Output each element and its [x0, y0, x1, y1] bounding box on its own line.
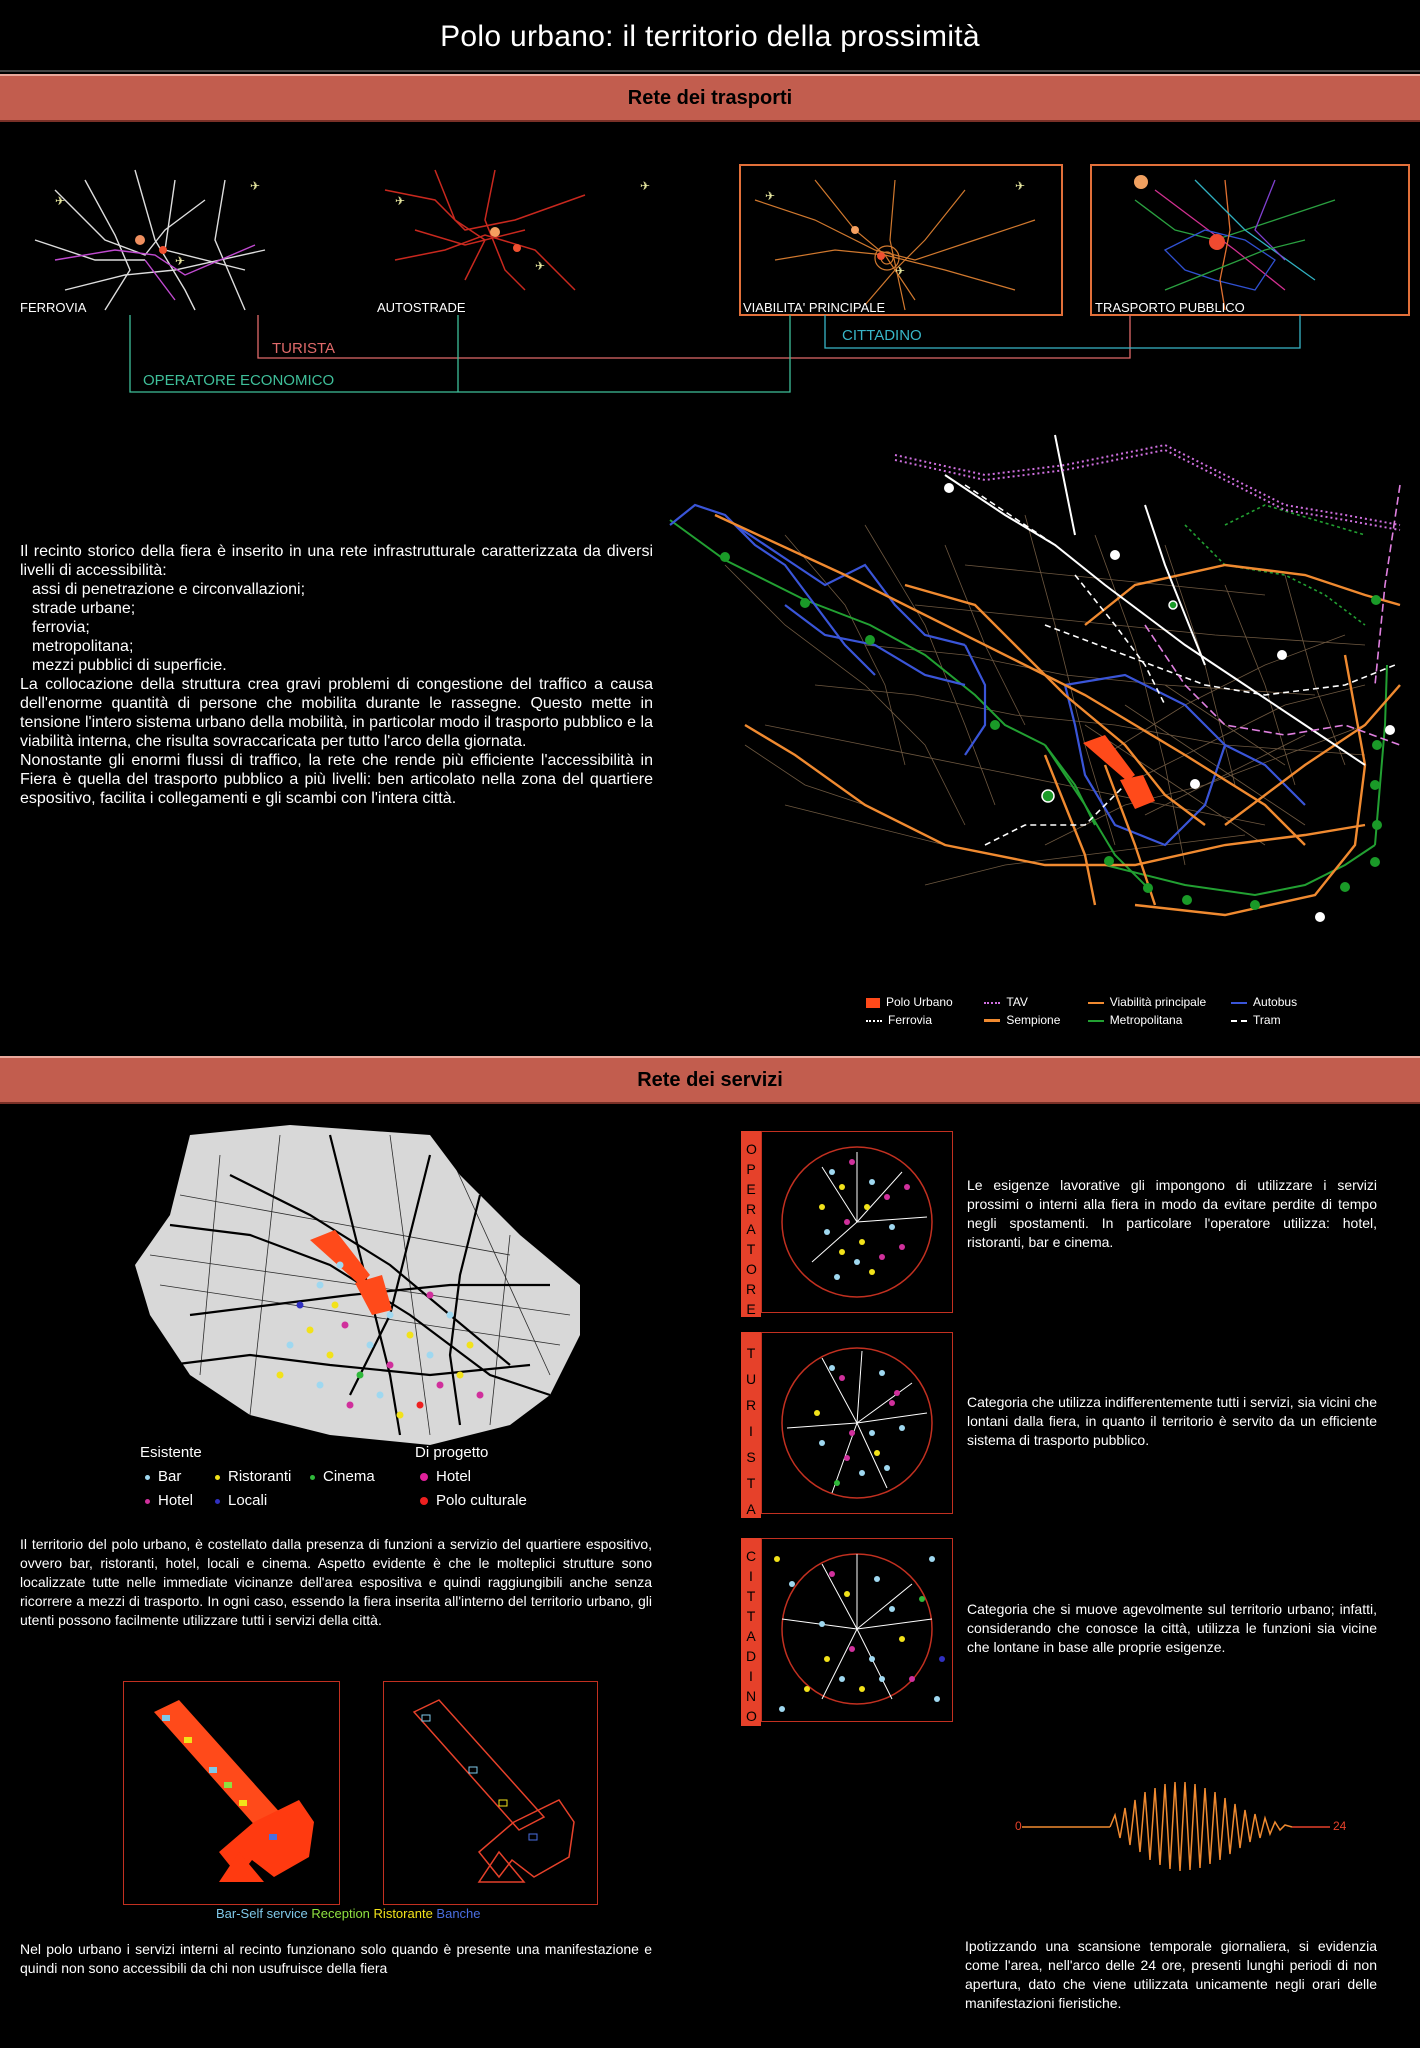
ferrovia-swatch	[866, 1020, 882, 1022]
viabilita-swatch	[1088, 1002, 1104, 1004]
category-label-cittadino: CITTADINO	[741, 1538, 761, 1726]
map-label-ferrovia: FERROVIA	[20, 300, 87, 315]
hotel-dot	[145, 1499, 150, 1504]
category-text-operatore: Le esigenze lavorative gli impongono di utilizzare i servizi prossimi o interni alla fiera in modo da evitare perdite di tempo negli spostamenti. In particolare l'operatore utilizza: hotel, ristoranti, bar e cinema.	[967, 1177, 1377, 1250]
autobus-swatch	[1231, 1002, 1247, 1004]
polo-urbano-swatch	[866, 998, 880, 1008]
category-chart-cittadino	[761, 1538, 953, 1722]
category-label-turista: TURISTA	[741, 1332, 761, 1518]
transport-section-header: Rete dei trasporti	[0, 74, 1420, 122]
fair-plan-existing	[124, 1682, 339, 1904]
ristoranti-dot	[215, 1475, 220, 1480]
project-hotel-dot	[420, 1473, 428, 1481]
legend-project-title: Di progetto	[415, 1444, 489, 1461]
services-map	[130, 1115, 600, 1455]
legend-label: Ristoranti	[228, 1468, 292, 1485]
cinema-dot	[310, 1475, 315, 1480]
desc-list-item: assi di penetrazione e circonvallazioni;	[32, 581, 306, 598]
legend-label: Cinema	[323, 1468, 375, 1485]
legend-label: Hotel	[436, 1468, 472, 1485]
sempione-swatch	[984, 1019, 1000, 1022]
category-label-operatore: OPERATORE	[741, 1131, 761, 1317]
timeline-start: 0	[1015, 1819, 1022, 1833]
desc-list-item: strade urbane;	[32, 600, 136, 617]
desc-list-item: mezzi pubblici di superficie.	[32, 657, 227, 674]
plan-closed-box	[383, 1681, 598, 1905]
svg-text:✈: ✈	[895, 264, 906, 278]
route-operatore-economico: OPERATORE ECONOMICO	[143, 372, 335, 389]
desc-paragraph: Nonostante gli enormi flussi di traffico, la rete che rende più efficiente l'accessibilità in Fiera è quella del trasporto pubblico a più livelli: ben articolato nella zona del quartiere espositivo, facilita i collegamenti e gli scambi con l'intera città.	[20, 752, 653, 807]
desc-paragraph: La collocazione della struttura crea gravi problemi di congestione del traffico a causa dell'enorme quantità di persone che mobilita durante le rassegne. Questo mette in tensione l'intero sistema urbano della mobilità, in particolar modo il trasporto pubblico e la viabilità interna, che risulta sovraccaricata per tutto l'arco della giornata.	[20, 676, 653, 750]
legend-label: Bar	[158, 1468, 182, 1485]
metropolitana-swatch	[1088, 1020, 1104, 1022]
legend-label: Polo culturale	[436, 1492, 527, 1509]
timeline-text: Ipotizzando una scansione temporale giornaliera, si evidenzia come l'area, nell'arco delle 24 ore, presenti lunghi periodi di non apertura, dato che viene utilizzata unicamente negli orari delle manifestazioni fieristiche.	[965, 1938, 1377, 2011]
svg-text:✈: ✈	[1015, 179, 1026, 193]
svg-text:✈: ✈	[175, 254, 186, 268]
svg-text:✈: ✈	[640, 179, 651, 193]
autostrade-map	[385, 170, 585, 290]
legend-reception: Reception	[311, 1906, 370, 1921]
desc-list-item: ferrovia;	[32, 619, 90, 636]
fair-plan-closed	[384, 1682, 597, 1904]
legend-label: Sempione	[1006, 1013, 1061, 1027]
plan-existing-box	[123, 1681, 340, 1905]
legend-label: Hotel	[158, 1492, 194, 1509]
tav-swatch	[984, 1002, 1000, 1004]
legend-label: Locali	[228, 1492, 268, 1509]
map-label-trasporto-pubblico: TRASPORTO PUBBLICO	[1095, 300, 1245, 315]
legend-label: Polo Urbano	[886, 995, 953, 1009]
internal-note: Nel polo urbano i servizi interni al recinto funzionano solo quando è presente una manifestazione e quindi non sono accessibili da chi non usufruisce della fiera	[20, 1941, 652, 1976]
svg-text:✈: ✈	[395, 194, 406, 208]
route-cittadino: CITTADINO	[842, 327, 922, 344]
legend-existing-title: Esistente	[140, 1444, 202, 1461]
map-label-viabilita: VIABILITA' PRINCIPALE	[743, 300, 886, 315]
transport-network-map	[665, 425, 1415, 975]
ferrovia-map	[35, 170, 265, 310]
legend-banche: Banche	[436, 1906, 481, 1921]
route-turista: TURISTA	[272, 340, 336, 357]
internal-services-legend	[216, 1906, 481, 1921]
tram-swatch	[1231, 1020, 1247, 1022]
viabilita-map	[755, 180, 1035, 310]
services-section-header: Rete dei servizi	[0, 1056, 1420, 1104]
svg-text:✈: ✈	[535, 259, 546, 273]
timeline-end: 24	[1333, 1819, 1347, 1833]
category-text-cittadino: Categoria che si muove agevolmente sul territorio urbano; infatti, considerando che conosce la città, utilizza le funzioni sia vicine che lontane in base alle proprie esigenze.	[967, 1601, 1377, 1655]
svg-text:✈: ✈	[250, 179, 261, 193]
category-chart-operatore	[761, 1131, 953, 1313]
legend-label: Viabilità principale	[1109, 995, 1207, 1009]
services-description: Il territorio del polo urbano, è costellato dalla presenza di funzioni a servizio del quartiere espositivo, ovvero bar, ristoranti, hotel, locali e cinema. Aspetto evidente è che le molteplici strutture sono localizzate tutte nelle immediate vicinanze dell'area espositiva e quindi raggiungibili anche senza ricorrere a mezzi di trasporto. In ogni caso, essendo la fiera inserita all'interno del territorio urbano, gli utenti possono facilmente utilizzare tutti i servizi della città.	[20, 1536, 652, 1628]
svg-text:✈: ✈	[765, 189, 776, 203]
transport-legend	[866, 995, 1406, 1031]
svg-text:✈: ✈	[55, 194, 66, 208]
category-text-turista: Categoria che utilizza indifferentemente tutti i servizi, sia vicini che lontani dalla fiera, in quanto il territorio è servito da un efficiente sistema di trasporto pubblico.	[967, 1394, 1377, 1448]
polo-culturale-dot	[420, 1497, 428, 1505]
page-title: Polo urbano: il territorio della prossimità	[440, 20, 980, 53]
legend-bar-self: Bar-Self service	[216, 1906, 308, 1921]
desc-line: Il recinto storico della fiera è inserito in una rete infrastrutturale caratterizzata da diversi livelli di accessibilità:	[20, 543, 653, 579]
transport-description	[20, 542, 653, 808]
map-label-autostrade: AUTOSTRADE	[377, 300, 466, 315]
legend-ristorante: Ristorante	[373, 1906, 433, 1921]
daily-timeline-wave	[1010, 1770, 1350, 1890]
trasporto-pubblico-map	[1135, 180, 1335, 310]
title-divider	[0, 70, 1420, 72]
legend-label: Tram	[1253, 1013, 1281, 1027]
legend-label: Autobus	[1253, 995, 1298, 1009]
locali-dot	[215, 1499, 220, 1504]
desc-list-item: metropolitana;	[32, 638, 134, 655]
legend-label: TAV	[1006, 995, 1028, 1009]
bar-dot	[145, 1475, 150, 1480]
legend-label: Ferrovia	[888, 1013, 933, 1027]
legend-label: Metropolitana	[1109, 1013, 1183, 1027]
category-chart-turista	[761, 1332, 953, 1514]
